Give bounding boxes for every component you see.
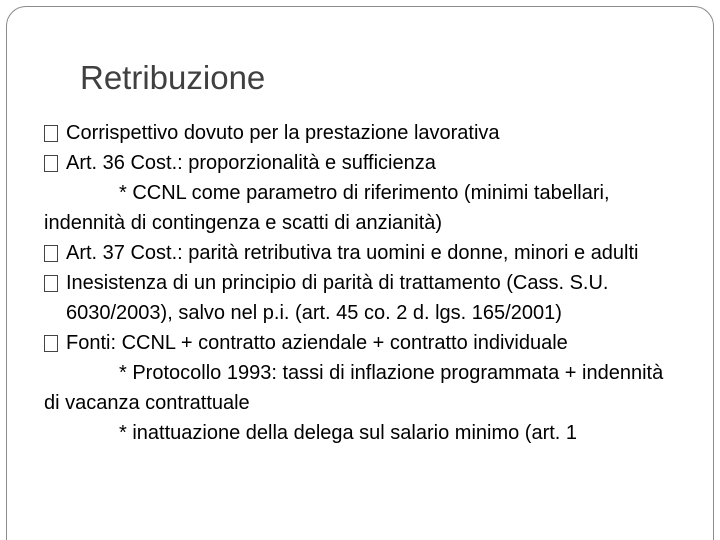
bullet-box-icon — [44, 155, 58, 172]
sub-item — [44, 178, 684, 238]
bullet-item — [44, 148, 684, 178]
bullet-item — [44, 328, 684, 358]
sub-item — [44, 418, 684, 448]
slide-content — [44, 118, 684, 448]
bullet-item — [44, 268, 684, 328]
sub-text: * inattuazione della delega sul salario minimo (art. 1 — [119, 422, 578, 444]
sub-item — [44, 358, 684, 418]
sub-text: * CCNL come parametro di riferimento (minimi tabellari, indennità di contingenza e scatti di anzianità) — [44, 182, 610, 234]
bullet-text: Art. 37 Cost.: parità retributiva tra uomini e donne, minori e adulti — [66, 242, 639, 264]
bullet-item — [44, 118, 684, 148]
bullet-text: Corrispettivo dovuto per la prestazione lavorativa — [66, 122, 500, 144]
bullet-item — [44, 238, 684, 268]
bullet-box-icon — [44, 245, 58, 262]
sub-text: * Protocollo 1993: tassi di inflazione programmata + indennità di vacanza contrattuale — [44, 362, 664, 414]
bullet-text: Fonti: CCNL + contratto aziendale + contratto individuale — [66, 332, 568, 354]
slide-title: Retribuzione — [80, 59, 266, 96]
bullet-text: Inesistenza di un principio di parità di trattamento (Cass. S.U. 6030/2003), salvo nel p.i. (art. 45 co. 2 d. lgs. 165/2001) — [66, 272, 609, 324]
bullet-box-icon — [44, 125, 58, 142]
bullet-text: Art. 36 Cost.: proporzionalità e sufficienza — [66, 152, 436, 174]
bullet-box-icon — [44, 275, 58, 292]
bullet-box-icon — [44, 335, 58, 352]
